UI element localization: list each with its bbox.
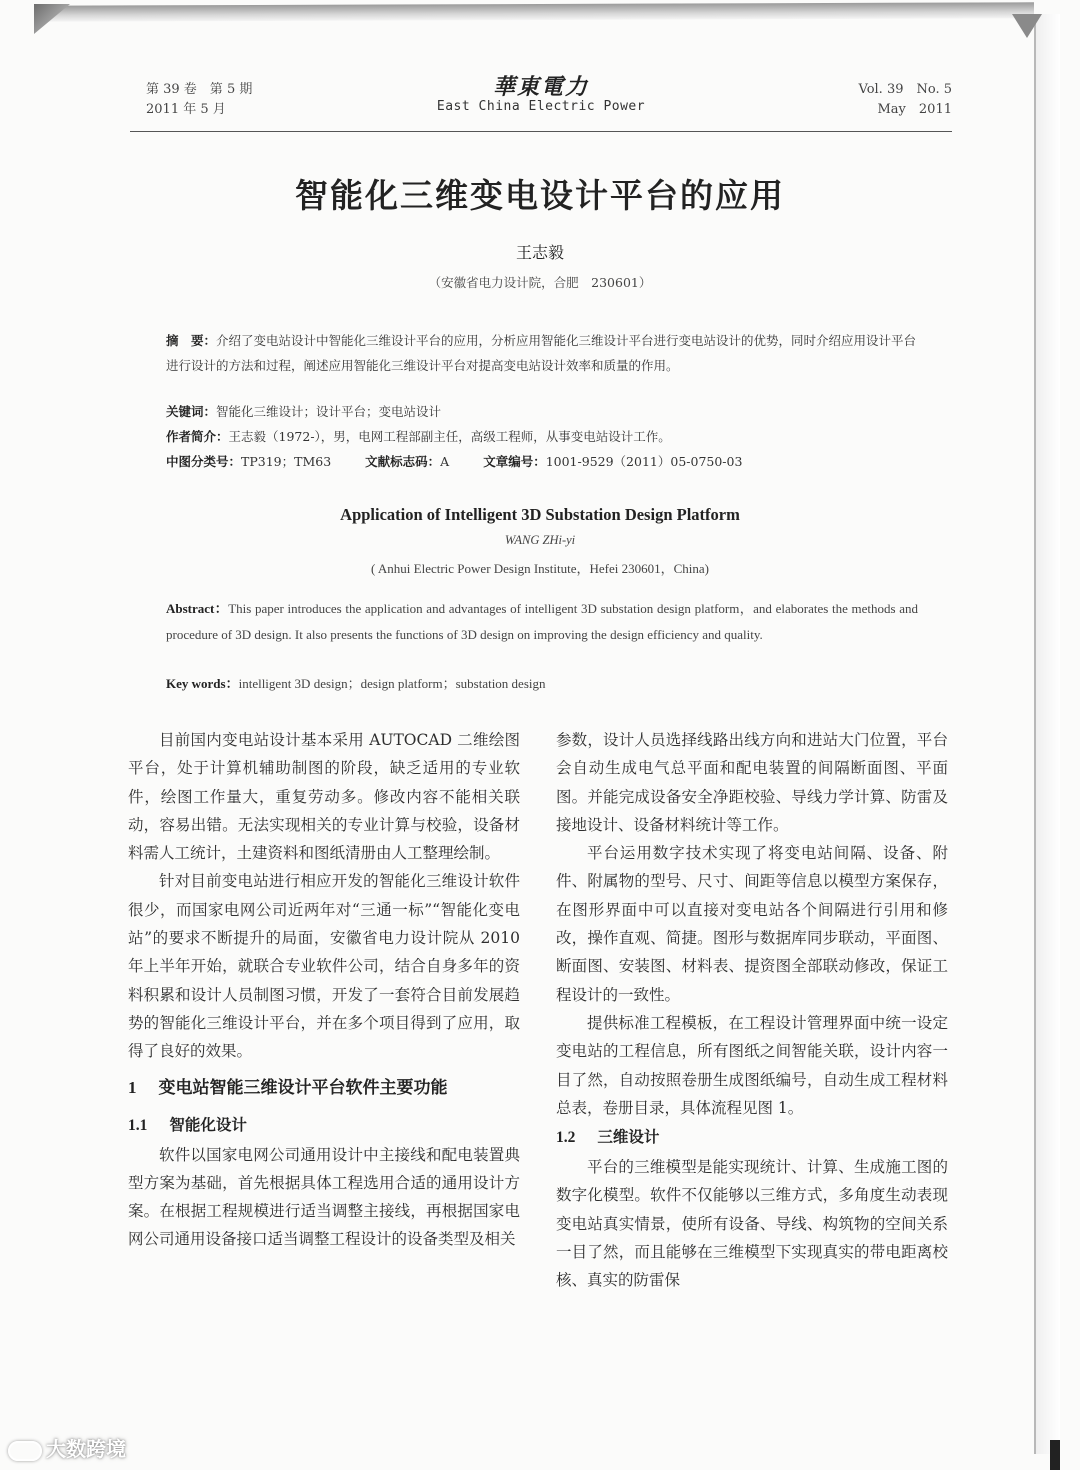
body-paragraph: 软件以国家电网公司通用设计中主接线和配电装置典型方案为基础，首先根据具体工程选用合适的通用设计方案。在根据工程规模进行适当调整主接线，再根据国家电网公司通用设备接口适当调整工程设计的设备类型及相关 <box>128 1145 520 1249</box>
clc-label: 中图分类号： <box>166 454 242 469</box>
header-center <box>130 70 952 114</box>
journal-name-en: East China Electric Power <box>436 99 646 114</box>
subsection-heading <box>128 1110 520 1141</box>
clc-value: TP319；TM63 <box>241 454 332 469</box>
affiliation-en: ( Anhui Electric Power Design Institute，Hefei 230601，China) <box>371 561 709 576</box>
journal-name-cn: 華東電力 <box>492 74 589 100</box>
volume-en: Vol. 39 No. 5 <box>858 82 952 97</box>
abstract-en-label: Abstract： <box>166 601 229 616</box>
subsection-title: 智能化设计 <box>169 1115 247 1134</box>
abstract-en <box>166 596 918 648</box>
scan-shadow-top <box>34 2 1034 21</box>
doc-code-label: 文献标志码： <box>365 454 441 469</box>
section-number: 1 <box>128 1077 137 1097</box>
author-en: WANG ZHi-yi <box>504 533 576 547</box>
author-cn: 王志毅 <box>515 243 564 262</box>
volume-cn: 第 39 卷 第 5 期 <box>146 82 253 97</box>
author-bio-text: 王志毅（1972-），男，电网工程部副主任，高级工程师，从事变电站设计工作。 <box>228 429 671 444</box>
body-paragraph-continued: 参数，设计人员选择线路出线方向和进站大门位置，平台会自动生成电气总平面和配电装置的间隔断面图、平面图。并能完成设备安全净距校验、导线力学计算、防雷及接地设计、设备材料统计等工作。 <box>556 731 948 834</box>
watermark-logo-icon <box>8 1441 42 1461</box>
article-id-cell <box>483 452 742 470</box>
doc-code-cell <box>365 452 449 470</box>
header-right <box>859 80 953 120</box>
abstract-cn-text: 介绍了变电站设计中智能化三维设计平台的应用，分析应用智能化三维设计平台进行变电站设计的优势，同时介绍应用设计平台进行设计的方法和过程，阐述应用智能化三维设计平台对提高变电站设计效率和质量的作用。 <box>166 333 917 373</box>
classification-row <box>166 452 772 470</box>
abstract-cn-label: 摘 要： <box>166 333 217 348</box>
keywords-cn-label: 关键词： <box>166 404 217 419</box>
body-paragraph: 目前国内变电站设计基本采用 AUTOCAD 二维绘图平台，处于计算机辅助制图的阶段，缺乏适用的专业软件，绘图工作量大，重复劳动多。修改内容不能相关联动，容易出错。无法实现相关的专业计算与校验，设备材料需人工统计，土建资料和图纸清册由人工整理绘制。 <box>128 731 520 863</box>
paper-title-en: Application of Intelligent 3D Substation Design Platform <box>340 505 740 524</box>
date-cn: 2011 年 5 月 <box>146 102 226 117</box>
scan-binding-edge <box>1034 14 1060 1454</box>
abstract-en-text: This paper introduces the application and advantages of intelligent 3D substation design platform，and elaborates the methods and procedure of 3D design. It also presents the functions of 3D design on improving the design efficiency and quality. <box>166 601 918 642</box>
keywords-en <box>166 673 546 692</box>
subsection-heading <box>556 1122 948 1153</box>
section-heading <box>128 1066 520 1110</box>
body-paragraph: 平台的三维模型是能实现统计、计算、生成施工图的数字化模型。软件不仅能够以三维方式，多角度生动表现变电站真实情景，使所有设备、导线、构筑物的空间关系一目了然，而且能够在三维模型下实现真实的带电距离校核、真实的防雷保 <box>556 1158 948 1290</box>
section-title: 变电站智能三维设计平台软件主要功能 <box>158 1077 448 1098</box>
keywords-en-text: intelligent 3D design；design platform；substation design <box>238 676 546 691</box>
keywords-cn-text: 智能化三维设计；设计平台；变电站设计 <box>216 404 442 419</box>
watermark <box>8 1433 126 1462</box>
clc-cell <box>166 452 331 470</box>
date-en: May 2011 <box>877 102 952 117</box>
journal-header <box>130 70 952 132</box>
body-paragraph: 提供标准工程模板，在工程设计管理界面中统一设定变电站的工程信息，所有图纸之间智能关联，设计内容一目了然，自动按照卷册生成图纸编号，自动生成工程材料总表，卷册目录，具体流程见图 1。 <box>556 1013 948 1117</box>
author-bio <box>166 427 918 445</box>
watermark-text: 大数跨境 <box>46 1437 126 1461</box>
body-column-right <box>556 726 948 1295</box>
article-id-value: 1001-9529（2011）05-0750-03 <box>545 454 743 469</box>
body-paragraph: 针对目前变电站进行相应开发的智能化三维设计软件很少，而国家电网公司近两年对“三通一标”“智能化变电站”的要求不断提升的局面，安徽省电力设计院从 2010 年上半年开始，就联合专业软件公司，结合自身多年的资料积累和设计人员制图习惯，开发了一套符合目前发展趋势的智能化三维设计平台，并在多个项目得到了应用，取得了良好的效果。 <box>128 872 520 1061</box>
paper-title-cn: 智能化三维变电设计平台的应用 <box>295 176 785 215</box>
subsection-number: 1.2 <box>556 1129 576 1147</box>
subsection-title: 三维设计 <box>597 1128 660 1147</box>
scan-binding-shadow <box>1050 1440 1060 1470</box>
doc-code-value: A <box>440 454 450 469</box>
keywords-cn <box>166 402 918 420</box>
article-id-label: 文章编号： <box>483 454 546 469</box>
subsection-number: 1.1 <box>128 1116 148 1134</box>
body-paragraph: 平台运用数字技术实现了将变电站间隔、设备、附件、附属物的型号、尺寸、间距等信息以模型方案保存，在图形界面中可以直接对变电站各个间隔进行引用和修改，操作直观、简捷。图形与数据库同步联动，平面图、断面图、安装图、材料表、提资图全部联动修改，保证工程设计的一致性。 <box>556 844 948 1004</box>
author-bio-label: 作者简介： <box>166 429 229 444</box>
keywords-en-label: Key words： <box>166 676 239 691</box>
body-column-left <box>128 726 520 1254</box>
abstract-cn <box>166 328 918 378</box>
affiliation-cn: （安徽省电力设计院，合肥 230601） <box>428 275 652 290</box>
